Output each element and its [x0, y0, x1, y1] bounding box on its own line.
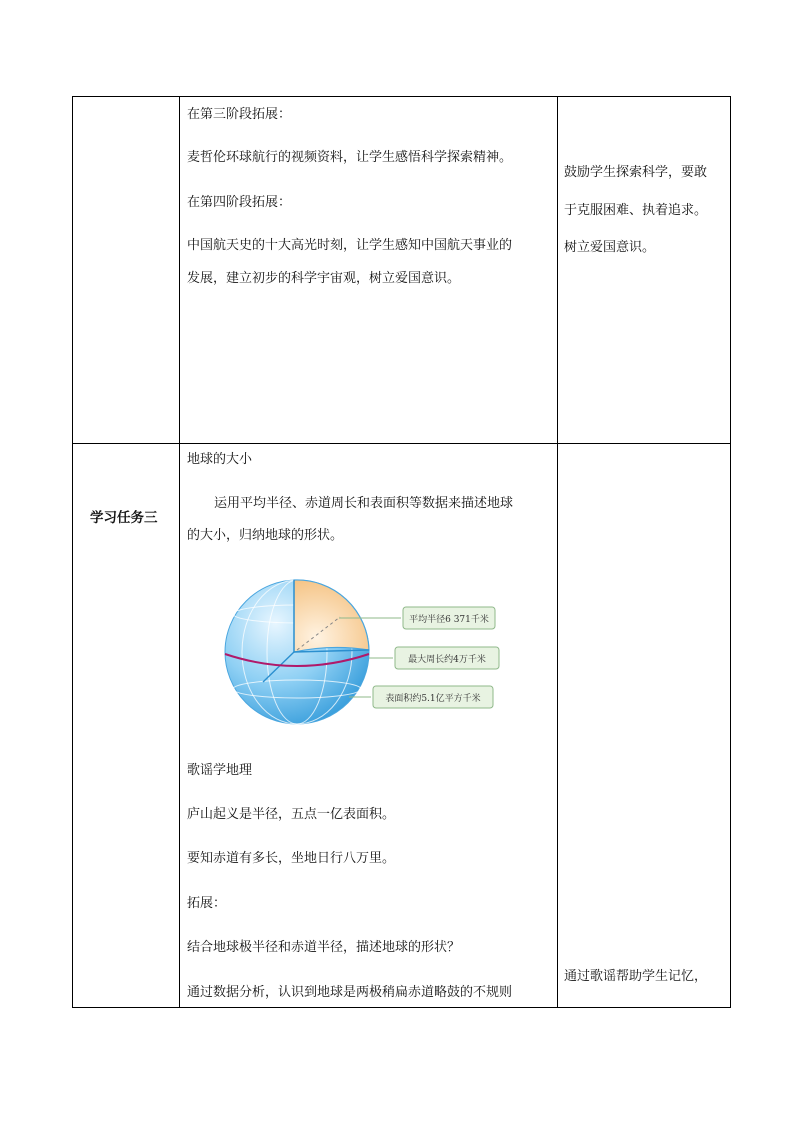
- column-divider-2: [557, 96, 558, 1008]
- earth-size-diagram: [217, 574, 507, 730]
- label-area: 表面积约5.1亿平方千米: [385, 694, 481, 704]
- earth-cutaway: [294, 580, 369, 652]
- label-circumference: 最大周长约4万千米: [408, 655, 486, 665]
- row1-text-1: 在第三阶段拓展：: [187, 107, 292, 122]
- section-title: 地球的大小: [187, 452, 253, 467]
- song-line-1: 庐山起义是半径，五点一亿表面积。: [187, 807, 396, 822]
- extension-question: 结合地球极半径和赤道半径，描述地球的形状？: [187, 940, 461, 955]
- task-desc-1: 运用平均半径、赤道周长和表面积等数据来描述地球: [214, 496, 514, 511]
- task-label: 学习任务三: [90, 510, 158, 526]
- row2-note-1: 通过歌谣帮助学生记忆，: [564, 969, 708, 984]
- table-border-right: [730, 96, 731, 1008]
- extension-answer: 通过数据分析，认识到地球是两极稍扁赤道略鼓的不规则: [187, 985, 513, 1000]
- table-border-top: [72, 96, 731, 97]
- label-radius: 平均半径6 371千米: [409, 615, 489, 625]
- row1-note-3: 树立爱国意识。: [564, 240, 656, 255]
- table-border-left: [72, 96, 73, 1008]
- row-divider: [72, 443, 731, 444]
- lesson-table: [72, 96, 731, 1008]
- row1-text-3: 在第四阶段拓展：: [187, 195, 292, 210]
- column-divider-1: [179, 96, 180, 1008]
- song-title: 歌谣学地理: [187, 763, 253, 778]
- song-line-2: 要知赤道有多长，坐地日行八万里。: [187, 851, 396, 866]
- row1-text-4: 中国航天史的十大高光时刻，让学生感知中国航天事业的: [187, 238, 513, 253]
- row1-note-1: 鼓励学生探索科学，要敢: [564, 165, 708, 180]
- table-border-bottom: [72, 1007, 731, 1008]
- row1-note-2: 于克服困难、执着追求。: [564, 203, 708, 218]
- task-desc-2: 的大小，归纳地球的形状。: [187, 528, 344, 543]
- extension-title: 拓展：: [187, 896, 227, 911]
- row1-text-5: 发展，建立初步的科学宇宙观，树立爱国意识。: [187, 271, 461, 286]
- row1-text-2: 麦哲伦环球航行的视频资料，让学生感悟科学探索精神。: [187, 150, 513, 165]
